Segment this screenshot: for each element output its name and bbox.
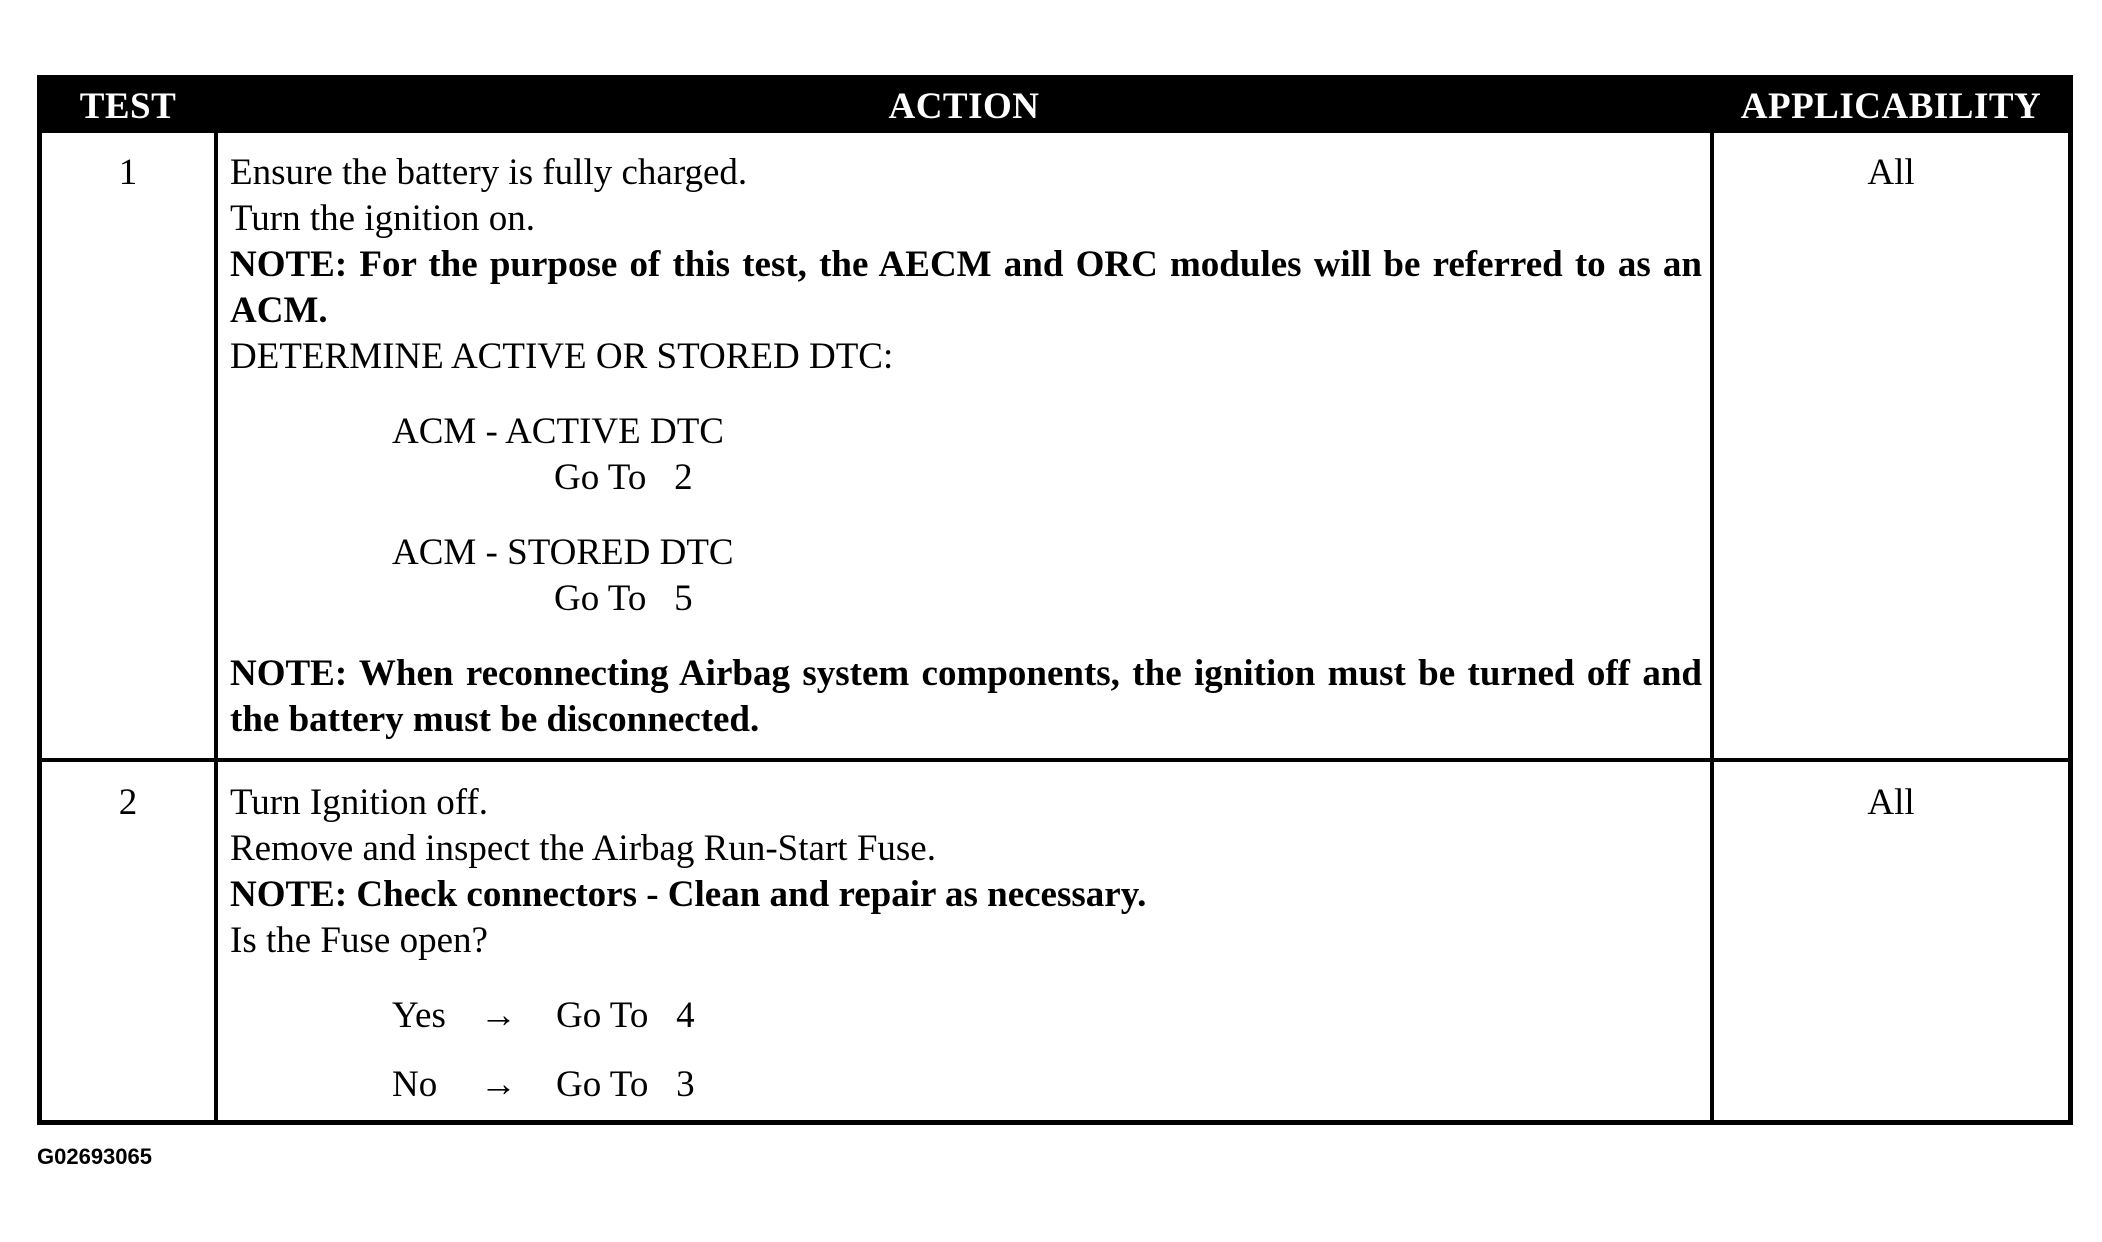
header-test: TEST [79, 86, 177, 127]
action-line: Ensure the battery is fully charged. [230, 152, 748, 193]
choice-yes-label: Yes [392, 995, 446, 1036]
note-text: NOTE: For the purpose of this test, the AECM and ORC modules will be referred to as an ACM. [230, 244, 1702, 331]
arrow-right-icon: → [480, 1064, 517, 1105]
action-line: Turn Ignition off. [230, 782, 489, 823]
header-applicability: APPLICABILITY [1740, 86, 2042, 127]
applicability-2: All [1867, 782, 1915, 823]
goto-no: Go To 3 [556, 1064, 695, 1105]
option-stored-dtc: ACM - STORED DTC [392, 532, 734, 573]
test-number-1: 1 [118, 152, 138, 193]
applicability-1: All [1867, 152, 1915, 193]
action-cell-1 [230, 150, 1702, 743]
diagnostic-test-table [37, 75, 2073, 1125]
note-text: NOTE: Check connectors - Clean and repair as necessary. [230, 874, 1147, 915]
choice-no-label: No [392, 1064, 438, 1105]
goto-yes: Go To 4 [556, 995, 695, 1036]
table-header [42, 80, 2068, 133]
note-text: NOTE: When reconnecting Airbag system components, the ignition must be turned off and the battery must be disconnected. [230, 653, 1702, 740]
header-action: ACTION [888, 86, 1040, 127]
option-active-dtc: ACM - ACTIVE DTC [392, 411, 724, 452]
arrow-right-icon: → [480, 995, 517, 1036]
figure-id: G02693065 [37, 1144, 152, 1169]
action-cell-2 [230, 780, 1702, 1108]
choice-no [230, 1062, 1702, 1108]
action-line: Turn the ignition on. [230, 198, 535, 239]
row-divider [42, 758, 2068, 762]
action-line: DETERMINE ACTIVE OR STORED DTC: [230, 336, 894, 377]
action-line: Remove and inspect the Airbag Run-Start Fuse. [230, 828, 936, 869]
goto-stored: Go To 5 [554, 578, 693, 619]
action-line: Is the Fuse open? [230, 920, 488, 961]
column-divider [1710, 133, 1714, 1120]
test-number-2: 2 [118, 782, 138, 823]
goto-active: Go To 2 [554, 457, 693, 498]
choice-yes [230, 993, 1702, 1039]
column-divider [214, 133, 218, 1120]
